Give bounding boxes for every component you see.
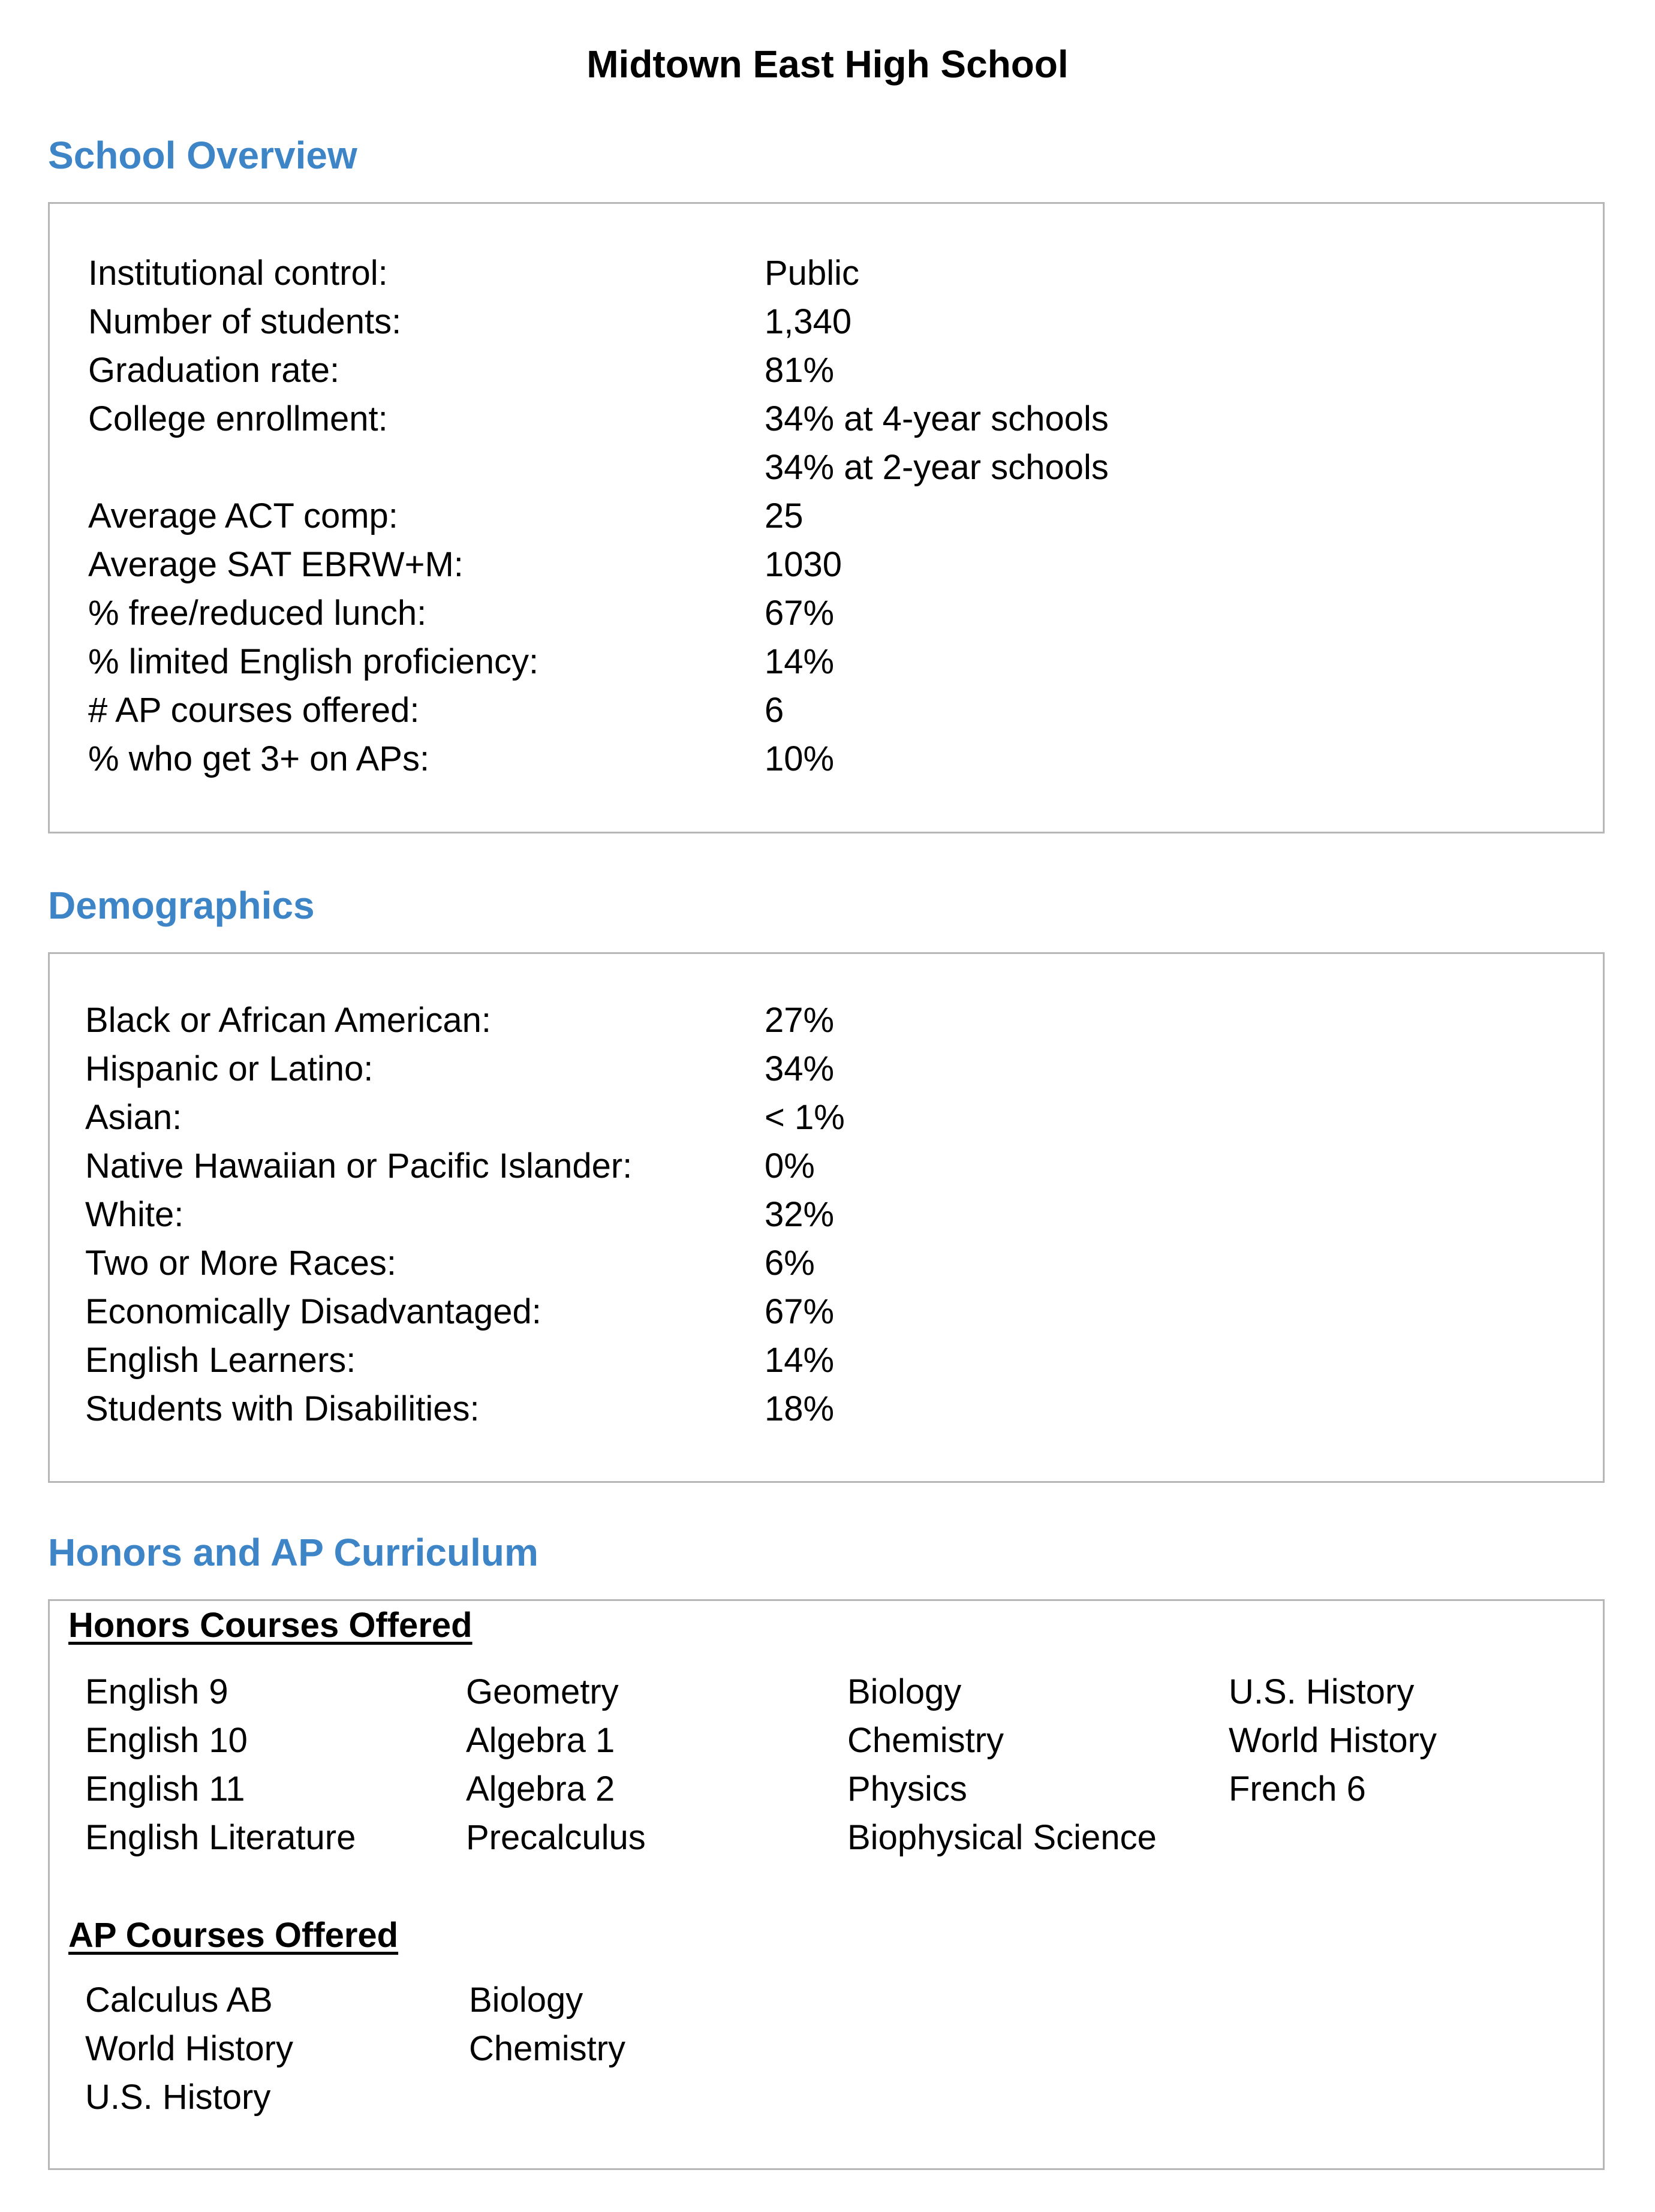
overview-list [88, 249, 1527, 783]
honors-course: Physics [847, 1769, 967, 1808]
overview-value: 1,340 [765, 302, 852, 341]
demographics-label: Hispanic or Latino: [85, 1049, 374, 1088]
overview-row-ap-courses-offered [88, 686, 1527, 735]
curriculum-box [48, 1599, 1605, 2170]
demographics-row-two-or-more [85, 1239, 1524, 1287]
demographics-value: 67% [765, 1292, 835, 1331]
curriculum-heading: Honors and AP Curriculum [48, 1531, 538, 1574]
ap-course: Biology [469, 1981, 583, 2020]
overview-value: 6 [765, 691, 784, 730]
honors-course: English 11 [85, 1769, 245, 1808]
honors-course: Biophysical Science [847, 1818, 1157, 1857]
demographics-value: 27% [765, 1001, 835, 1040]
demographics-row-black [85, 996, 1524, 1045]
ap-course: Chemistry [469, 2029, 626, 2068]
demographics-row-asian [85, 1093, 1524, 1142]
honors-column-history-language [1229, 1668, 1437, 1813]
overview-box [48, 202, 1605, 833]
demographics-list [85, 996, 1524, 1433]
ap-heading: AP Courses Offered [68, 1916, 399, 1955]
demographics-label: Black or African American: [85, 1001, 491, 1040]
demographics-value: 0% [765, 1146, 815, 1185]
demographics-row-hispanic [85, 1045, 1524, 1093]
demographics-label: White: [85, 1195, 184, 1234]
demographics-label: Economically Disadvantaged: [85, 1292, 541, 1331]
honors-column-math [466, 1668, 646, 1862]
overview-row-college-enrollment [88, 395, 1527, 443]
ap-course: World History [85, 2029, 293, 2068]
overview-label: % limited English proficiency: [88, 642, 539, 681]
overview-value: 81% [765, 351, 835, 390]
honors-course: Chemistry [847, 1721, 1004, 1760]
overview-label: % free/reduced lunch: [88, 594, 427, 633]
demographics-box [48, 952, 1605, 1483]
ap-column-1 [85, 1976, 293, 2121]
honors-course: U.S. History [1229, 1672, 1415, 1711]
overview-row-ap-pass-rate [88, 735, 1527, 783]
honors-heading: Honors Courses Offered [68, 1606, 473, 1645]
demographics-row-disabilities [85, 1385, 1524, 1433]
demographics-value: 14% [765, 1341, 835, 1380]
overview-value: 1030 [765, 545, 842, 584]
honors-course: English 10 [85, 1721, 248, 1760]
overview-label: Graduation rate: [88, 351, 340, 390]
honors-course: English Literature [85, 1818, 356, 1857]
demographics-label: Asian: [85, 1098, 182, 1137]
overview-value: 25 [765, 496, 804, 535]
overview-value: 67% [765, 594, 835, 633]
honors-course: French 6 [1229, 1769, 1366, 1808]
overview-row-graduation-rate [88, 346, 1527, 395]
overview-row-free-reduced-lunch [88, 589, 1527, 637]
overview-row-average-sat [88, 540, 1527, 589]
demographics-label: Two or More Races: [85, 1244, 396, 1283]
demographics-value: 18% [765, 1389, 835, 1428]
honors-course: Algebra 1 [466, 1721, 615, 1760]
demographics-value: 32% [765, 1195, 835, 1234]
demographics-row-white [85, 1190, 1524, 1239]
overview-value: 14% [765, 642, 835, 681]
honors-column-science [847, 1668, 1157, 1862]
demographics-label: English Learners: [85, 1341, 356, 1380]
honors-course: Precalculus [466, 1818, 646, 1857]
demographics-row-economically-disadvantaged [85, 1287, 1524, 1336]
overview-row-institutional-control [88, 249, 1527, 297]
overview-label: Institutional control: [88, 254, 388, 293]
overview-value: 34% at 2-year schools [765, 448, 1109, 487]
page-title: Midtown East High School [586, 43, 1069, 86]
overview-value: Public [765, 254, 859, 293]
overview-label: Number of students: [88, 302, 402, 341]
honors-course: World History [1229, 1721, 1437, 1760]
overview-label: Average SAT EBRW+M: [88, 545, 464, 584]
overview-label: % who get 3+ on APs: [88, 739, 430, 778]
honors-column-english [85, 1668, 356, 1862]
demographics-row-pacific-islander [85, 1142, 1524, 1190]
overview-row-limited-english [88, 637, 1527, 686]
ap-course: U.S. History [85, 2078, 271, 2117]
overview-label: # AP courses offered: [88, 691, 420, 730]
overview-heading: School Overview [48, 134, 357, 177]
honors-course: Algebra 2 [466, 1769, 615, 1808]
demographics-label: Students with Disabilities: [85, 1389, 480, 1428]
demographics-value: 34% [765, 1049, 835, 1088]
overview-row-average-act [88, 492, 1527, 540]
ap-course: Calculus AB [85, 1981, 273, 2020]
honors-course: Biology [847, 1672, 962, 1711]
overview-label: College enrollment: [88, 399, 388, 438]
demographics-heading: Demographics [48, 884, 315, 927]
honors-course: Geometry [466, 1672, 619, 1711]
overview-row-college-enrollment-2yr [88, 443, 1527, 492]
ap-column-2 [469, 1976, 625, 2073]
overview-row-number-of-students [88, 297, 1527, 346]
honors-course: English 9 [85, 1672, 228, 1711]
overview-label: Average ACT comp: [88, 496, 398, 535]
overview-value: 34% at 4-year schools [765, 399, 1109, 438]
overview-value: 10% [765, 739, 835, 778]
demographics-value: < 1% [765, 1098, 845, 1137]
demographics-row-english-learners [85, 1336, 1524, 1385]
demographics-value: 6% [765, 1244, 815, 1283]
demographics-label: Native Hawaiian or Pacific Islander: [85, 1146, 633, 1185]
